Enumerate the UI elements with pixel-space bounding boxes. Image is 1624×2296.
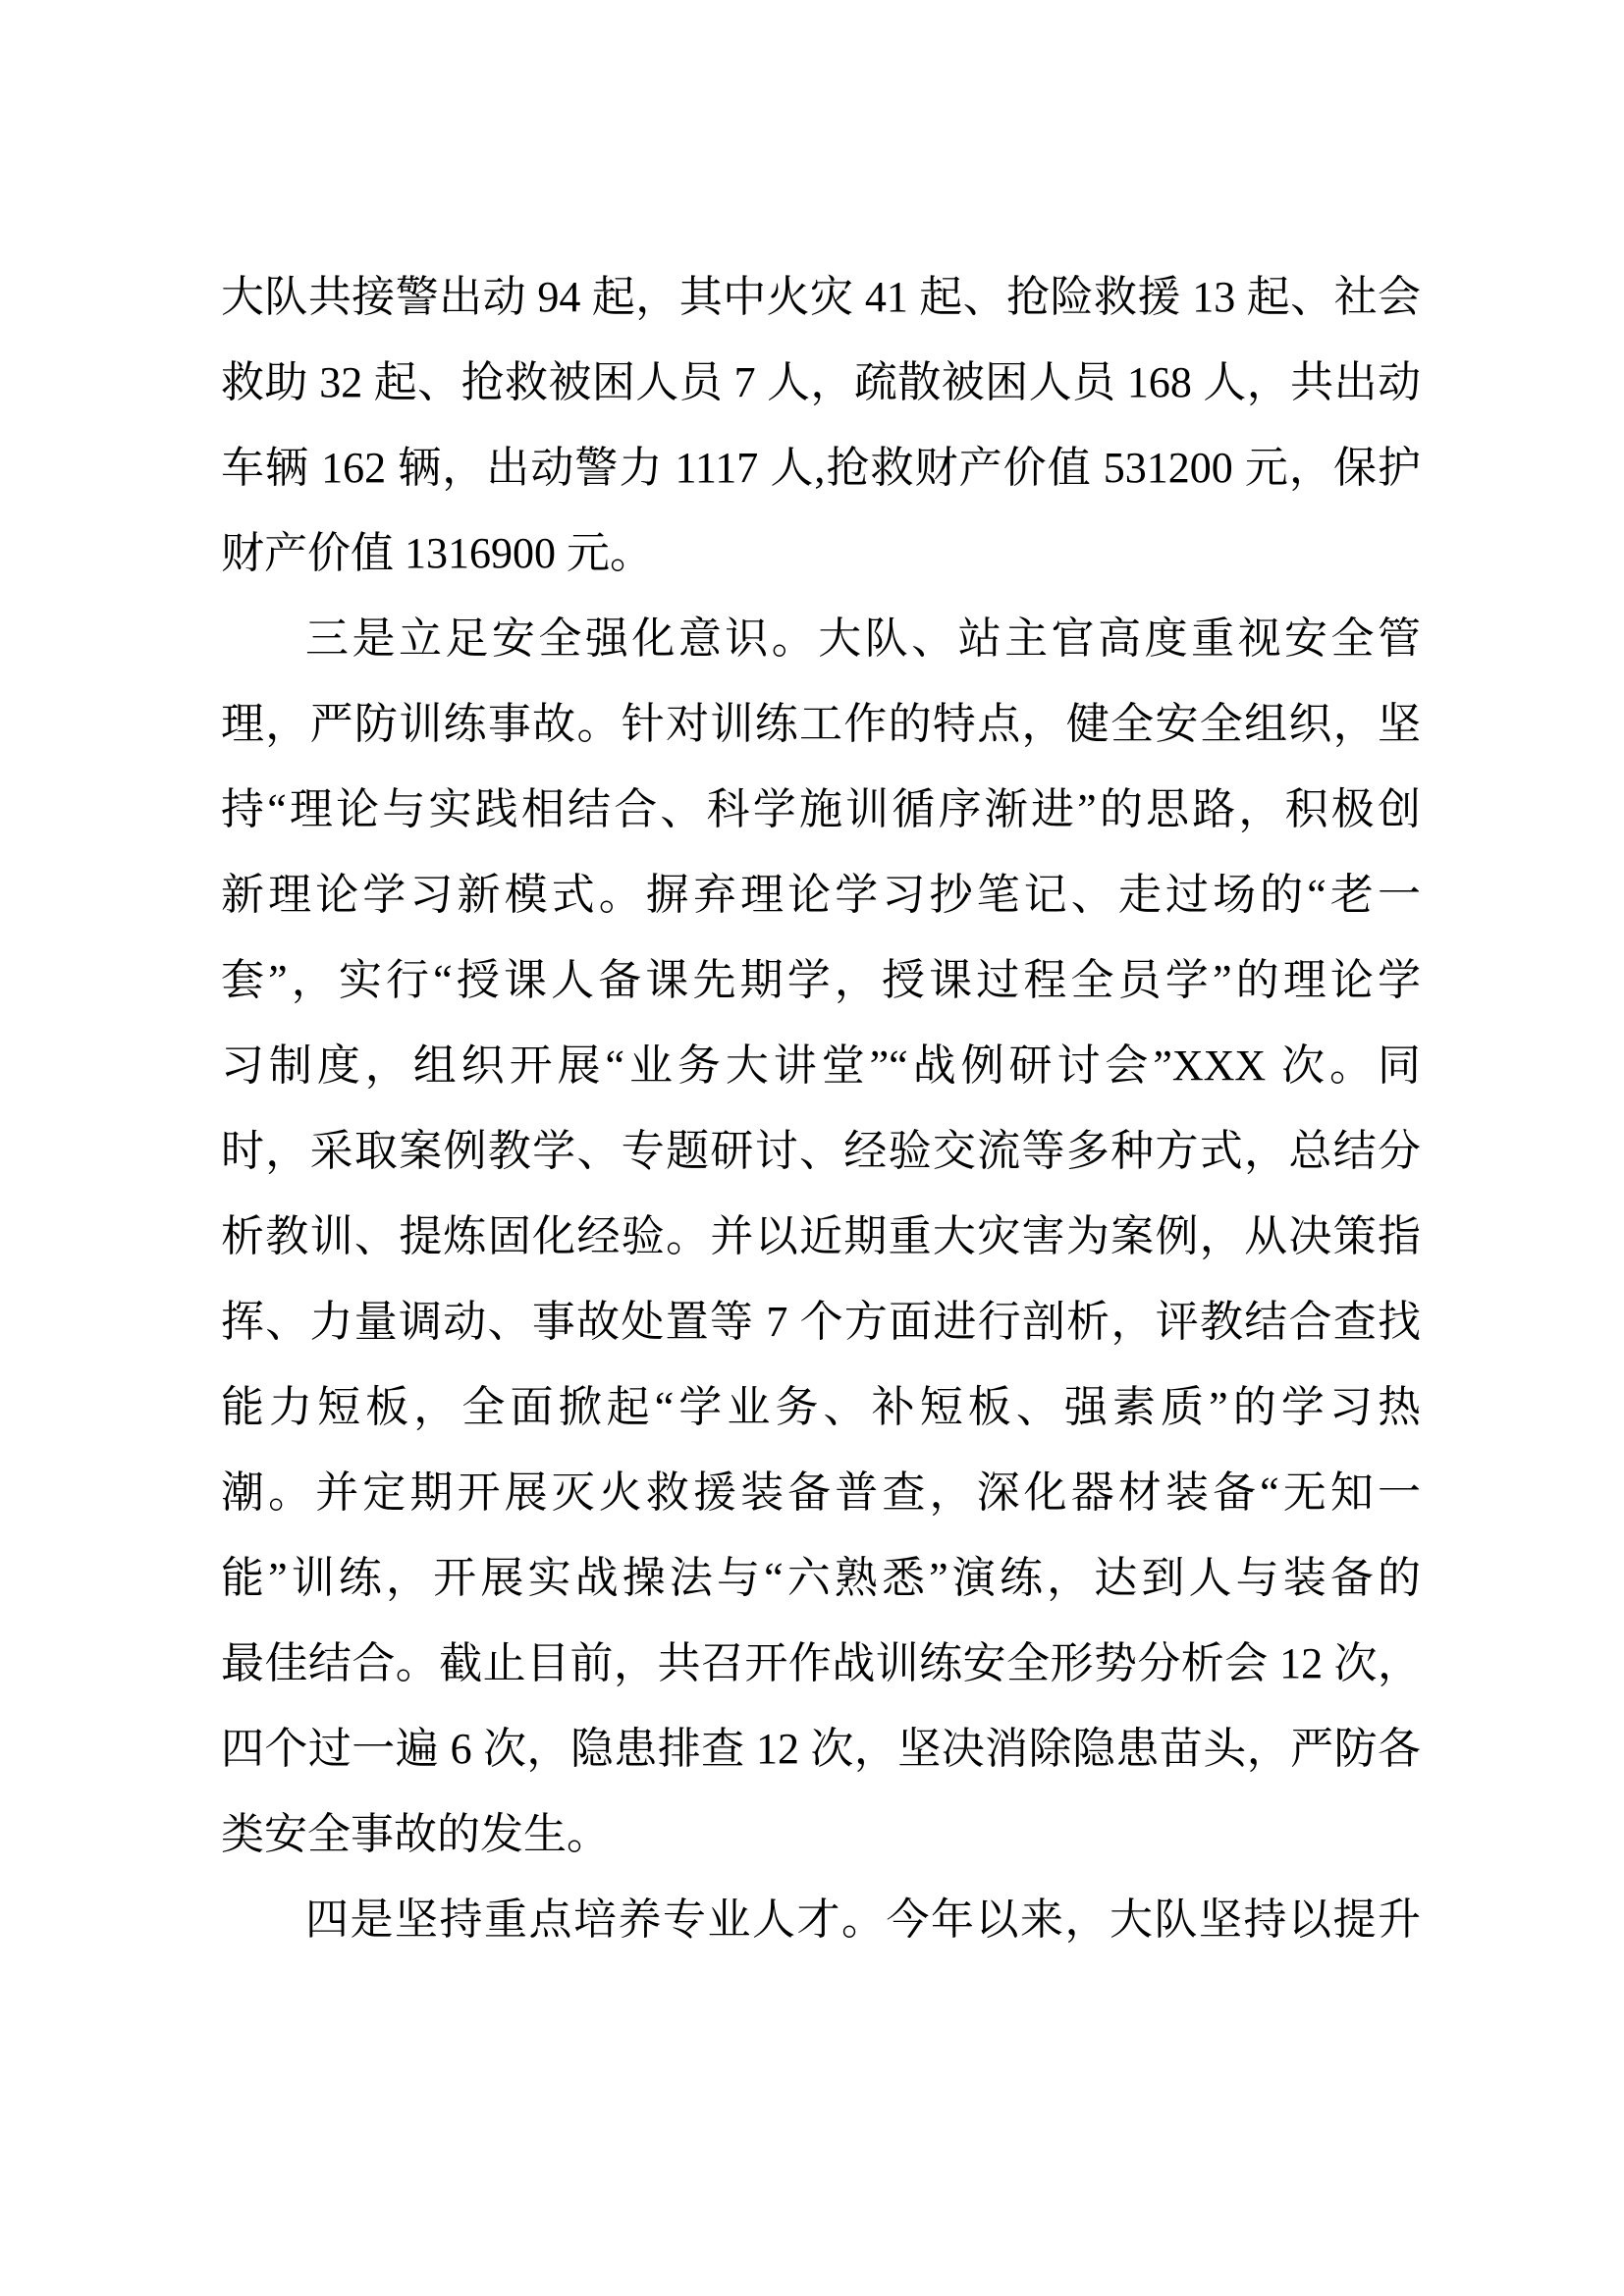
text-line: 最佳结合。截止目前，共召开作战训练安全形势分析会 12 次， xyxy=(221,1639,1421,1687)
text-line: 时，采取案例教学、专题研讨、经验交流等多种方式，总结分 xyxy=(221,1127,1421,1175)
text-line: 潮。并定期开展灭火救援装备普查，深化器材装备“无知一 xyxy=(221,1468,1421,1517)
text-line: 车辆 162 辆，出动警力 1117 人,抢救财产价值 531200 元，保护 xyxy=(221,444,1421,492)
text-line: 能”训练，开展实战操法与“六熟悉”演练，达到人与装备的 xyxy=(221,1554,1421,1602)
text-line: 救助 32 起、抢救被困人员 7 人，疏散被困人员 168 人，共出动 xyxy=(221,358,1421,406)
text-line: 套”，实行“授课人备课先期学，授课过程全员学”的理论学 xyxy=(221,956,1421,1004)
text-line: 四个过一遍 6 次，隐患排查 12 次，坚决消除隐患苗头，严防各 xyxy=(221,1725,1421,1773)
text-line: 析教训、提炼固化经验。并以近期重大灾害为案例，从决策指 xyxy=(221,1212,1421,1260)
text-line: 持“理论与实践相结合、科学施训循序渐进”的思路，积极创 xyxy=(221,785,1421,833)
text-line: 新理论学习新模式。摒弃理论学习抄笔记、走过场的“老一 xyxy=(221,871,1421,919)
document-body xyxy=(221,254,1421,1962)
paragraph-1 xyxy=(221,254,1421,596)
paragraph-3 xyxy=(221,1877,1421,1962)
text-line: 大队共接警出动 94 起，其中火灾 41 起、抢险救援 13 起、社会 xyxy=(221,273,1421,321)
text-line: 挥、力量调动、事故处置等 7 个方面进行剖析，评教结合查找 xyxy=(221,1298,1421,1346)
text-line: 习制度，组织开展“业务大讲堂”“战例研讨会”XXX 次。同 xyxy=(221,1041,1421,1090)
paragraph-2 xyxy=(221,596,1421,1877)
text-line: 能力短板，全面掀起“学业务、补短板、强素质”的学习热 xyxy=(221,1383,1421,1431)
text-line: 财产价值 1316900 元。 xyxy=(221,529,653,577)
text-line: 三是立足安全强化意识。大队、站主官高度重视安全管 xyxy=(305,614,1421,663)
text-line: 类安全事故的发生。 xyxy=(221,1810,610,1858)
text-line: 理，严防训练事故。针对训练工作的特点，健全安全组织，坚 xyxy=(221,700,1421,748)
text-line: 四是坚持重点培养专业人才。今年以来，大队坚持以提升 xyxy=(305,1896,1421,1944)
